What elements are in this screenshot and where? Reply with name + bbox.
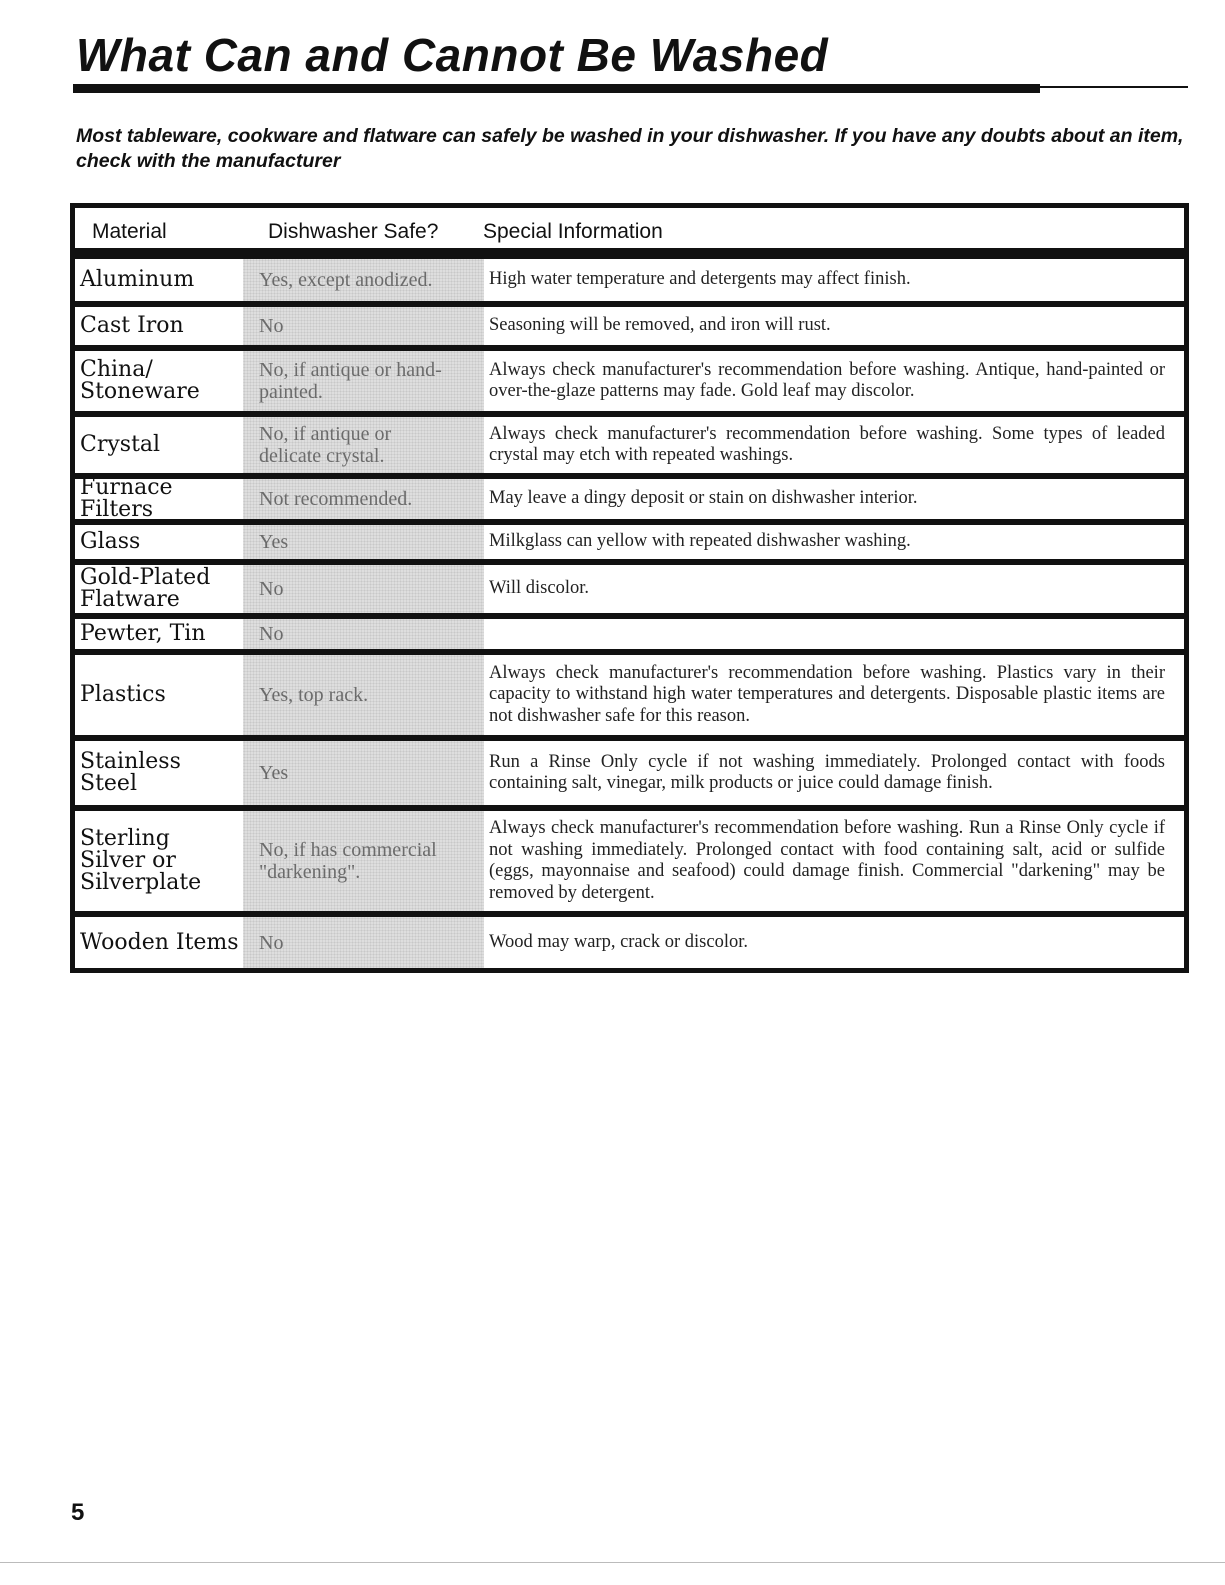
special-information-cell: Milkglass can yellow with repeated dishwasher washing. (489, 531, 911, 552)
material-cell: Sterling Silver or Silverplate (80, 826, 202, 895)
table-row (75, 351, 1184, 411)
dishwasher-safe-cell: No (243, 307, 484, 345)
special-information-cell: Run a Rinse Only cycle if not washing immediately. Prolonged contact with foods containing salt, vinegar, milk products or juice could damage finish. (489, 751, 1165, 793)
special-information-cell: Always check manufacturer's recommendation before washing. Run a Rinse Only cycle if not washing immediately. Prolonged contact with food containing salt, acid or sulfide (eggs, mayonnaise and seafood) could damage finish. Commercial "darkening" may be removed by detergent. (489, 818, 1165, 903)
page-title: What Can and Cannot Be Washed (76, 29, 829, 81)
dishwasher-safe-cell: Yes, except anodized. (243, 259, 484, 301)
material-cell: Pewter, Tin (80, 621, 206, 646)
material-cell: Wooden Items (80, 929, 239, 955)
dishwasher-safe-cell: No, if antique or hand- painted. (243, 351, 484, 411)
special-information-cell (489, 619, 1165, 649)
table-row (75, 417, 1184, 473)
table-row (75, 307, 1184, 345)
material-cell: Cast Iron (80, 313, 184, 338)
material-cell: Glass (80, 529, 141, 554)
material-cell: Crystal (80, 432, 161, 457)
header-material: Material (92, 220, 167, 243)
washing-table (70, 203, 1189, 973)
dishwasher-safe-cell: No (243, 619, 484, 649)
dishwasher-safe-cell: No (243, 565, 484, 613)
special-information-cell: High water temperature and detergents may affect finish. (489, 269, 911, 290)
table-row (75, 917, 1184, 968)
table-row (75, 655, 1184, 735)
table-row (75, 475, 1184, 522)
intro-text: Most tableware, cookware and flatware can safely be washed in your dishwasher. If you have any doubts about an item, check with the manufacturer (76, 125, 1184, 172)
dishwasher-safe-cell: Yes (243, 741, 484, 805)
page-number: 5 (71, 1499, 85, 1526)
material-cell: Gold-Plated Flatware (80, 565, 211, 612)
title-rule (73, 84, 1040, 93)
special-information-cell: Always check manufacturer's recommendation before washing. Plastics vary in their capacity to withstand high water temperatures and detergents. Disposable plastic items are not dishwasher safe for this reason. (489, 662, 1165, 726)
dishwasher-safe-cell: No, if has commercial "darkening". (243, 811, 484, 911)
special-information-cell: May leave a dingy deposit or stain on dishwasher interior. (489, 488, 918, 509)
table-header (75, 208, 1184, 248)
header-dishwasher-safe: Dishwasher Safe? (268, 220, 439, 243)
table-row (75, 259, 1184, 301)
material-cell: Plastics (80, 682, 166, 707)
dishwasher-safe-cell: Yes (243, 525, 484, 559)
special-information-cell: Seasoning will be removed, and iron will rust. (489, 315, 831, 336)
special-information-cell: Always check manufacturer's recommendation before washing. Some types of leaded crystal may etch with repeated washings. (489, 423, 1165, 465)
dishwasher-safe-cell: No, if antique or delicate crystal. (243, 417, 484, 473)
material-cell: China/ Stoneware (80, 357, 200, 404)
table-row (75, 811, 1184, 911)
footer-rule (0, 1562, 1225, 1563)
table-row (75, 525, 1184, 559)
special-information-cell: Always check manufacturer's recommendation before washing. Antique, hand-painted or over-the-glaze patterns may fade. Gold leaf may discolor. (489, 359, 1165, 401)
title-rule-extension (1040, 86, 1188, 88)
table-row (75, 565, 1184, 613)
material-cell: Stainless Steel (80, 749, 181, 796)
dishwasher-safe-cell: Not recommended. (243, 479, 484, 519)
dishwasher-safe-cell: Yes, top rack. (243, 655, 484, 735)
dishwasher-safe-cell: No (243, 917, 484, 968)
table-row (75, 741, 1184, 805)
special-information-cell: Wood may warp, crack or discolor. (489, 931, 748, 952)
table-row (75, 619, 1184, 649)
special-information-cell: Will discolor. (489, 578, 589, 599)
header-special-information: Special Information (483, 220, 663, 243)
material-cell: Furnace Filters (80, 475, 173, 522)
material-cell: Aluminum (80, 267, 195, 292)
